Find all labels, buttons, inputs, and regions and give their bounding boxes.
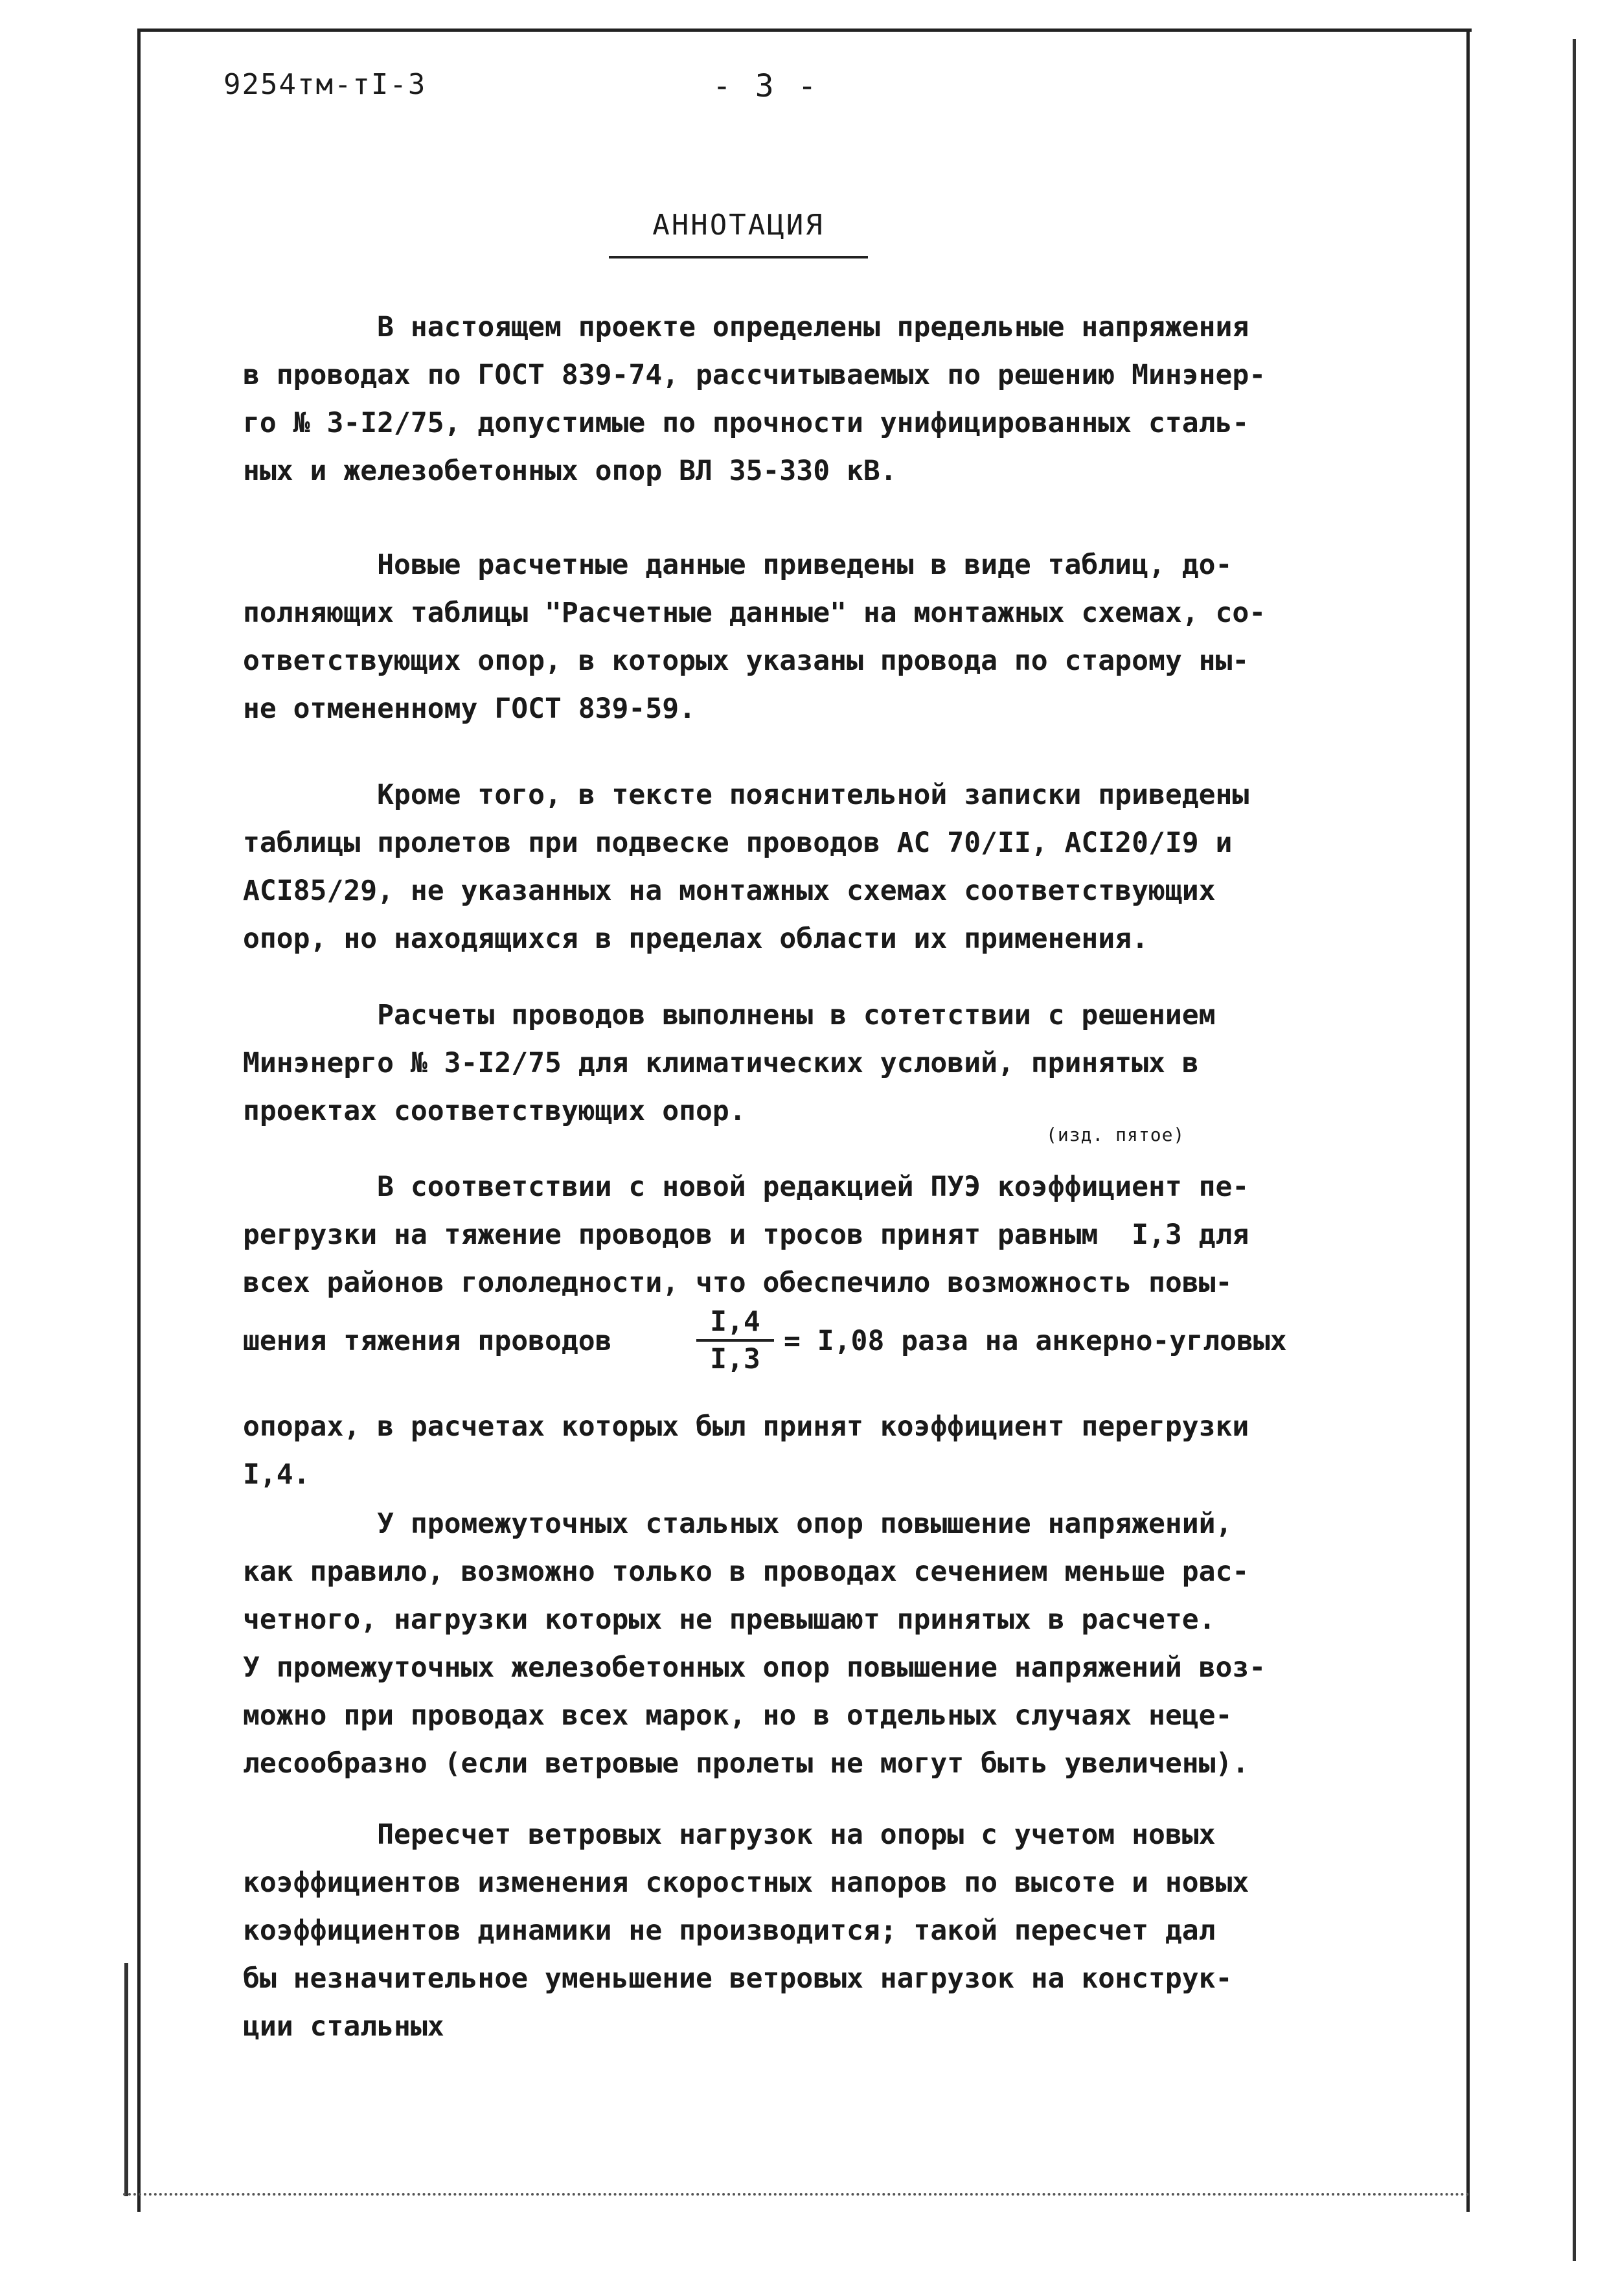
paragraph-7 xyxy=(243,1500,1435,1787)
text-line: Минэнерго № 3-I2/75 для климатических условий, принятых в xyxy=(243,1047,1199,1079)
paragraph-3 xyxy=(243,771,1435,963)
text-line: коэффициентов динамики не производится; такой пересчет дал xyxy=(243,1914,1216,1947)
text-line: ответствующих опор, в которых указаны провода по старому ны- xyxy=(243,645,1249,677)
text-line: проектах соответствующих опор. xyxy=(243,1095,746,1127)
text-line: го № 3-I2/75, допустимые по прочности унифицированных сталь- xyxy=(243,407,1249,439)
text-line: как правило, возможно только в проводах сечением меньше рас- xyxy=(243,1556,1249,1588)
text-line: таблицы пролетов при подвеске проводов АС 70/II, АСI20/I9 и xyxy=(243,827,1233,859)
handwritten-annotation: (изд. пятое) xyxy=(1046,1124,1185,1145)
text-line: Кроме того, в тексте пояснительной записки приведены xyxy=(243,779,1249,811)
text-line: можно при проводах всех марок, но в отдельных случаях неце- xyxy=(243,1699,1233,1732)
text-line: Пересчет ветровых нагрузок на опоры с учетом новых xyxy=(243,1819,1216,1851)
frame-right-border xyxy=(1466,29,1470,2212)
paragraph-2 xyxy=(243,541,1435,733)
text-line: в проводах по ГОСТ 839-74, рассчитываемых по решению Минэнер- xyxy=(243,359,1266,391)
text-line: Новые расчетные данные приведены в виде таблиц, до- xyxy=(243,549,1233,581)
text-line: не отмененному ГОСТ 839-59. xyxy=(243,693,696,725)
text-line: опор, но находящихся в пределах области их применения. xyxy=(243,923,1148,955)
text-line: опорах, в расчетах которых был принят коэффициент перегрузки xyxy=(243,1410,1249,1443)
text-line: бы незначительное уменьшение ветровых нагрузок на конструк- xyxy=(243,1962,1233,1995)
text-line: I,4. xyxy=(243,1458,310,1491)
paragraph-4 xyxy=(243,991,1435,1135)
text-line: ции стальных xyxy=(243,2010,444,2043)
paragraph-8 xyxy=(243,1811,1435,2050)
fraction-line-start: шения тяжения проводов xyxy=(243,1325,612,1357)
text-line: коэффициентов изменения скоростных напоров по высоте и новых xyxy=(243,1866,1249,1899)
scan-edge-bottom xyxy=(123,2193,1470,2196)
paragraph-5 xyxy=(243,1163,1435,1307)
page-number: - 3 - xyxy=(712,68,819,104)
text-line: четного, нагрузки которых не превышают принятых в расчете. xyxy=(243,1603,1216,1636)
fraction-denominator: I,3 xyxy=(710,1343,760,1375)
text-line: АСI85/29, не указанных на монтажных схемах соответствующих xyxy=(243,875,1216,907)
text-line: ных и железобетонных опор ВЛ 35-330 кВ. xyxy=(243,455,897,487)
text-line: полняющих таблицы "Расчетные данные" на монтажных схемах, со- xyxy=(243,597,1266,629)
text-line: Расчеты проводов выполнены в сотетствии с решением xyxy=(243,999,1216,1031)
fraction-numerator: I,4 xyxy=(696,1305,774,1342)
text-line: У промежуточных железобетонных опор повышение напряжений воз- xyxy=(243,1651,1266,1684)
fraction xyxy=(696,1305,774,1375)
text-line: регрузки на тяжение проводов и тросов принят равным I,3 для xyxy=(243,1219,1249,1251)
scan-edge-right xyxy=(1573,39,1576,2261)
text-line: лесообразно (если ветровые пролеты не могут быть увеличены). xyxy=(243,1747,1249,1780)
text-line: В настоящем проекте определены предельные напряжения xyxy=(243,311,1249,343)
frame-left-border xyxy=(137,29,141,2212)
paragraph-1 xyxy=(243,303,1435,495)
fraction-line-end: = I,08 раза на анкерно-угловых xyxy=(784,1325,1287,1357)
text-line: всех районов гололедности, что обеспечило возможность повы- xyxy=(243,1267,1233,1299)
scan-edge-left xyxy=(124,1963,128,2196)
text-line: В соответствии с новой редакцией ПУЭ коэффициент пе- xyxy=(243,1171,1249,1203)
paragraph-6 xyxy=(243,1403,1435,1498)
text-line: У промежуточных стальных опор повышение напряжений, xyxy=(243,1508,1233,1540)
page-title: АННОТАЦИЯ xyxy=(609,209,868,258)
frame-top-border xyxy=(137,29,1472,32)
document-code: 9254тм-тI-3 xyxy=(223,68,427,101)
